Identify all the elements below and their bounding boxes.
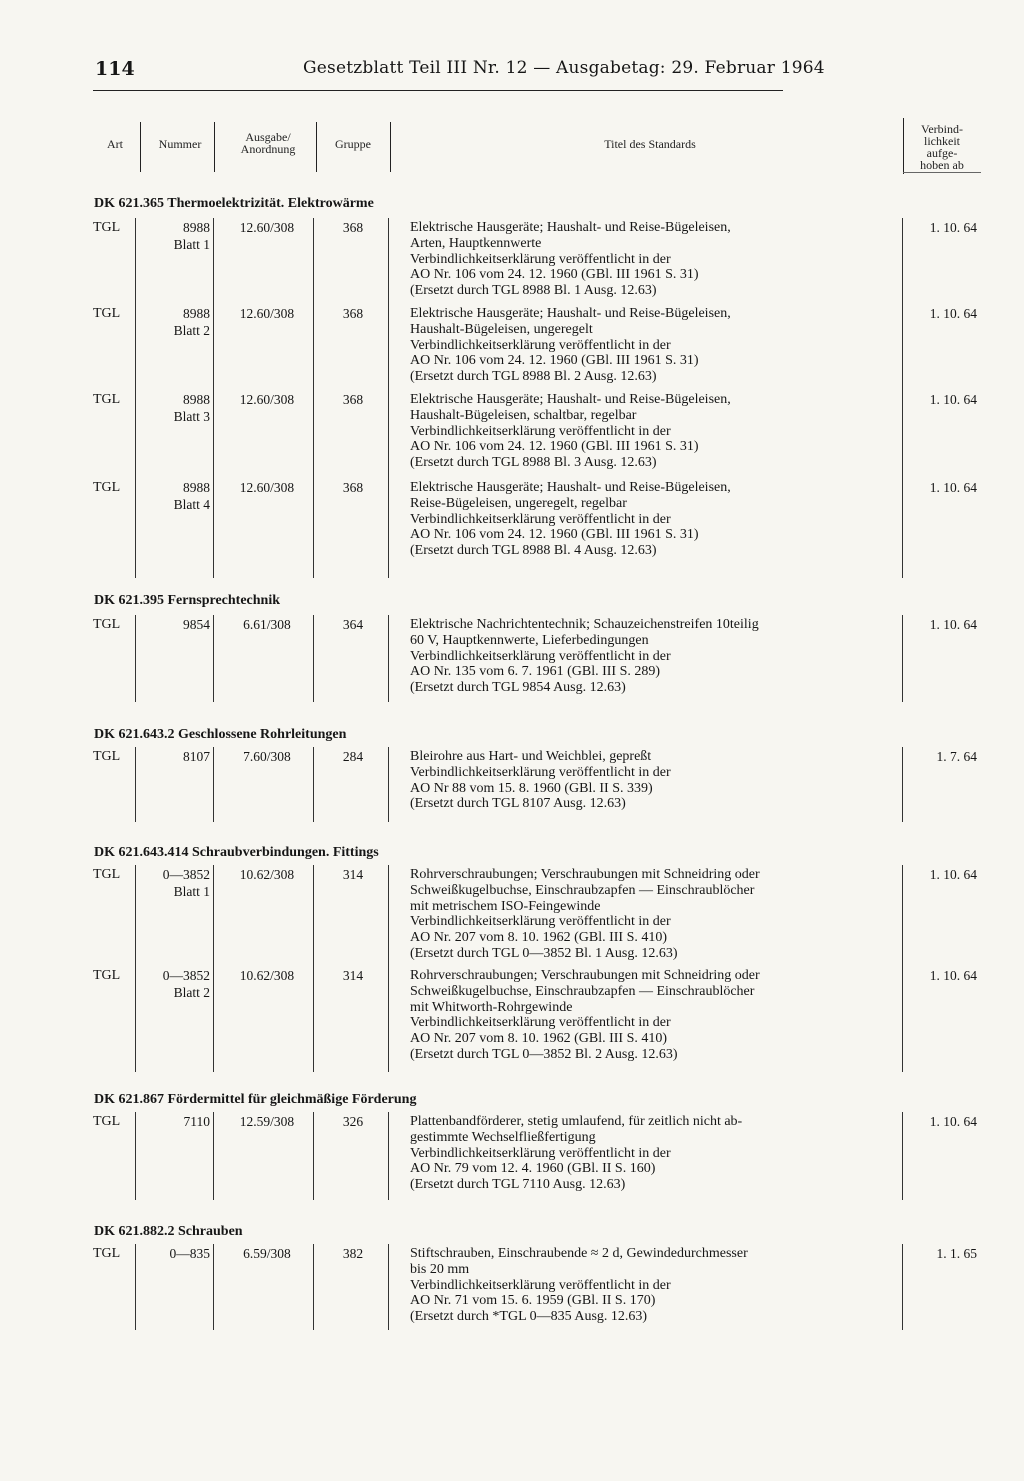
titel-line: Elektrische Hausgeräte; Haushalt- und Reise-Bügeleisen, [410,480,731,495]
nummer-value: 0—3852 [162,968,210,983]
titel-line: Haushalt-Bügeleisen, schaltbar, regelbar [410,407,637,423]
titel-line: Verbindlichkeitserklärung veröffentlicht in der [410,1277,671,1293]
table-row [0,1114,1024,1197]
column-header-verbindlichkeit [904,123,980,171]
art-cell: TGL [93,220,121,235]
ausgabe-cell: 12.59/308 [239,1114,295,1129]
titel-cell [410,617,890,696]
nummer-value: 8988 [183,306,210,321]
nummer-cell [140,392,210,425]
section-title: DK 621.643.2 Geschlossene Rohrleitungen [94,727,347,742]
verbindlichkeit-date: 1. 10. 64 [929,617,977,632]
header-underline [903,172,981,173]
gruppe-cell: 284 [342,749,364,764]
titel-cell [410,1246,890,1325]
titel-cell [410,392,890,471]
titel-cell [410,480,890,559]
ausgabe-cell: 10.62/308 [239,968,295,983]
titel-line: (Ersetzt durch TGL 8988 Bl. 2 Ausg. 12.63) [410,369,657,385]
titel-line: AO Nr. 106 vom 24. 12. 1960 (GBl. III 1961 S. 31) [410,527,699,543]
section-title: DK 621.867 Fördermittel für gleichmäßige Förderung [94,1092,417,1107]
verbindlichkeit-date: 1. 10. 64 [929,867,977,882]
titel-line: Haushalt-Bügeleisen, ungeregelt [410,321,593,337]
titel-line: Elektrische Hausgeräte; Haushalt- und Reise-Bügeleisen, [410,392,731,407]
titel-line: AO Nr 88 vom 15. 8. 1960 (GBl. II S. 339) [410,780,653,796]
verbindlichkeit-date: 1. 10. 64 [929,306,977,321]
table-row [0,392,1024,475]
gruppe-cell: 314 [342,968,364,983]
nummer-cell [140,617,210,634]
blatt-value: Blatt 2 [173,984,210,1000]
column-header-verb-line-1: Verbind- [921,122,963,136]
running-title: Gesetzblatt Teil III Nr. 12 — Ausgabetag: 29. Februar 1964 [303,58,825,78]
table-row [0,749,1024,816]
titel-line: Arten, Hauptkennwerte [410,235,542,251]
column-divider [390,122,391,172]
column-header-verb-line-3: aufge- [926,146,958,160]
titel-line: Verbindlichkeitserklärung veröffentlicht in der [410,764,671,780]
titel-cell [410,968,890,1063]
art-cell: TGL [93,1246,121,1261]
header-rule [93,90,783,91]
verbindlichkeit-date: 1. 1. 65 [936,1246,977,1261]
titel-cell [410,749,890,812]
table-row [0,968,1024,1067]
titel-line: Verbindlichkeitserklärung veröffentlicht in der [410,251,671,267]
ausgabe-cell: 10.62/308 [239,867,295,882]
gruppe-cell: 368 [342,220,364,235]
gruppe-cell: 314 [342,867,364,882]
titel-line: (Ersetzt durch TGL 8988 Bl. 1 Ausg. 12.63) [410,283,657,299]
table-row [0,867,1024,966]
titel-line: Stiftschrauben, Einschraubende ≈ 2 d, Gewindedurchmesser [410,1246,748,1261]
column-header-verb-line-4: hoben ab [920,158,964,172]
column-header-nummer: Nummer [158,137,202,151]
nummer-cell [140,867,210,900]
nummer-value: 0—835 [169,1246,210,1261]
verbindlichkeit-date: 1. 7. 64 [936,749,977,764]
gruppe-cell: 364 [342,617,364,632]
nummer-value: 0—3852 [162,867,210,882]
titel-line: (Ersetzt durch TGL 8107 Ausg. 12.63) [410,796,626,812]
titel-cell [410,306,890,385]
titel-line: (Ersetzt durch TGL 9854 Ausg. 12.63) [410,680,626,696]
ausgabe-cell: 6.59/308 [243,1246,291,1261]
nummer-value: 8988 [183,480,210,495]
titel-cell [410,867,890,962]
section-title: DK 621.395 Fernsprechtechnik [94,593,281,608]
titel-line: (Ersetzt durch TGL 7110 Ausg. 12.63) [410,1177,626,1193]
column-divider [316,122,317,172]
titel-line: mit metrischem ISO-Feingewinde [410,898,601,914]
table-row [0,1246,1024,1329]
nummer-cell [140,480,210,513]
table-row [0,480,1024,563]
blatt-value: Blatt 1 [173,883,210,899]
titel-line: Verbindlichkeitserklärung veröffentlicht in der [410,648,671,664]
titel-line: Bleirohre aus Hart- und Weichblei, gepreßt [410,749,652,764]
ausgabe-cell: 12.60/308 [239,392,295,407]
titel-line: Verbindlichkeitserklärung veröffentlicht in der [410,423,671,439]
column-header-ausgabe-line-2: Anordnung [240,142,296,156]
nummer-value: 8988 [183,392,210,407]
titel-line: Verbindlichkeitserklärung veröffentlicht in der [410,337,671,353]
titel-line: 60 V, Hauptkennwerte, Lieferbedingungen [410,632,649,648]
blatt-value: Blatt 1 [173,236,210,252]
titel-line: Verbindlichkeitserklärung veröffentlicht in der [410,1015,671,1031]
titel-line: (Ersetzt durch TGL 8988 Bl. 4 Ausg. 12.63) [410,543,657,559]
gruppe-cell: 382 [342,1246,364,1261]
art-cell: TGL [93,1114,121,1129]
gruppe-cell: 368 [342,392,364,407]
section-title: DK 621.643.414 Schraubverbindungen. Fittings [94,845,379,860]
verbindlichkeit-date: 1. 10. 64 [929,220,977,235]
art-cell: TGL [93,867,121,882]
nummer-cell [140,220,210,253]
titel-line: bis 20 mm [410,1261,470,1277]
verbindlichkeit-date: 1. 10. 64 [929,968,977,983]
art-cell: TGL [93,480,121,495]
nummer-value: 8988 [183,220,210,235]
titel-line: AO Nr. 135 vom 6. 7. 1961 (GBl. III S. 289) [410,664,661,680]
titel-line: Verbindlichkeitserklärung veröffentlicht in der [410,914,671,930]
nummer-cell [140,1246,210,1263]
titel-line: (Ersetzt durch *TGL 0—835 Ausg. 12.63) [410,1309,648,1325]
nummer-cell [140,306,210,339]
blatt-value: Blatt 3 [173,408,210,424]
titel-line: Verbindlichkeitserklärung veröffentlicht in der [410,511,671,527]
ausgabe-cell: 7.60/308 [243,749,291,764]
nummer-cell [140,968,210,1001]
titel-line: (Ersetzt durch TGL 0—3852 Bl. 2 Ausg. 12.63) [410,1046,678,1062]
art-cell: TGL [93,749,121,764]
titel-cell [410,1114,890,1193]
table-row [0,617,1024,700]
titel-line: Schweißkugelbuchse, Einschraubzapfen — Einschraublöcher [410,983,755,999]
art-cell: TGL [93,306,121,321]
column-header-verb-line-2: lichkeit [924,134,960,148]
titel-line: AO Nr. 207 vom 8. 10. 1962 (GBl. III S. 410) [410,930,668,946]
titel-line: Verbindlichkeitserklärung veröffentlicht in der [410,1145,671,1161]
page-number: 114 [95,58,135,80]
titel-line: Reise-Bügeleisen, ungeregelt, regelbar [410,495,627,511]
nummer-value: 9854 [183,617,210,632]
verbindlichkeit-date: 1. 10. 64 [929,392,977,407]
column-header-ausgabe-line-1: Ausgabe/ [245,130,291,144]
section-title: DK 621.882.2 Schrauben [94,1224,243,1239]
gruppe-cell: 368 [342,480,364,495]
page-header [0,0,1024,100]
section-title: DK 621.365 Thermoelektrizität. Elektrowärme [94,196,374,211]
art-cell: TGL [93,617,121,632]
column-header-ausgabe [222,131,314,155]
column-divider [214,122,215,172]
titel-line: AO Nr. 79 vom 12. 4. 1960 (GBl. II S. 160) [410,1161,656,1177]
nummer-cell [140,1114,210,1131]
nummer-value: 7110 [183,1114,210,1129]
titel-line: mit Whitworth-Rohrgewinde [410,999,573,1015]
column-header-art: Art [107,137,123,151]
titel-line: Schweißkugelbuchse, Einschraubzapfen — Einschraublöcher [410,882,755,898]
titel-line: Rohrverschraubungen; Verschraubungen mit Schneidring oder [410,867,760,882]
column-header-titel: Titel des Standards [604,137,696,151]
verbindlichkeit-date: 1. 10. 64 [929,1114,977,1129]
art-cell: TGL [93,968,121,983]
blatt-value: Blatt 4 [173,496,210,512]
ausgabe-cell: 12.60/308 [239,480,295,495]
ausgabe-cell: 12.60/308 [239,220,295,235]
titel-line: Rohrverschraubungen; Verschraubungen mit Schneidring oder [410,968,760,983]
ausgabe-cell: 6.61/308 [243,617,291,632]
table-row [0,220,1024,303]
titel-line: AO Nr. 106 vom 24. 12. 1960 (GBl. III 1961 S. 31) [410,267,699,283]
gruppe-cell: 368 [342,306,364,321]
nummer-value: 8107 [183,749,210,764]
art-cell: TGL [93,392,121,407]
column-header-gruppe: Gruppe [335,137,371,151]
blatt-value: Blatt 2 [173,322,210,338]
nummer-cell [140,749,210,766]
titel-line: (Ersetzt durch TGL 0—3852 Bl. 1 Ausg. 12.63) [410,945,678,961]
table-header [0,118,1024,180]
titel-line: (Ersetzt durch TGL 8988 Bl. 3 Ausg. 12.63) [410,455,657,471]
titel-line: AO Nr. 106 vom 24. 12. 1960 (GBl. III 1961 S. 31) [410,439,699,455]
titel-line: AO Nr. 71 vom 15. 6. 1959 (GBl. II S. 170) [410,1293,656,1309]
ausgabe-cell: 12.60/308 [239,306,295,321]
titel-line: gestimmte Wechselfließfertigung [410,1129,596,1145]
titel-line: AO Nr. 106 vom 24. 12. 1960 (GBl. III 1961 S. 31) [410,353,699,369]
verbindlichkeit-date: 1. 10. 64 [929,480,977,495]
titel-cell [410,220,890,299]
titel-line: Elektrische Hausgeräte; Haushalt- und Reise-Bügeleisen, [410,220,731,235]
column-divider [140,122,141,172]
table-row [0,306,1024,389]
gruppe-cell: 326 [342,1114,364,1129]
titel-line: Plattenbandförderer, stetig umlaufend, für zeitlich nicht ab- [410,1114,743,1129]
titel-line: Elektrische Nachrichtentechnik; Schauzeichenstreifen 10teilig [410,617,759,632]
titel-line: AO Nr. 207 vom 8. 10. 1962 (GBl. III S. 410) [410,1031,668,1047]
titel-line: Elektrische Hausgeräte; Haushalt- und Reise-Bügeleisen, [410,306,731,321]
